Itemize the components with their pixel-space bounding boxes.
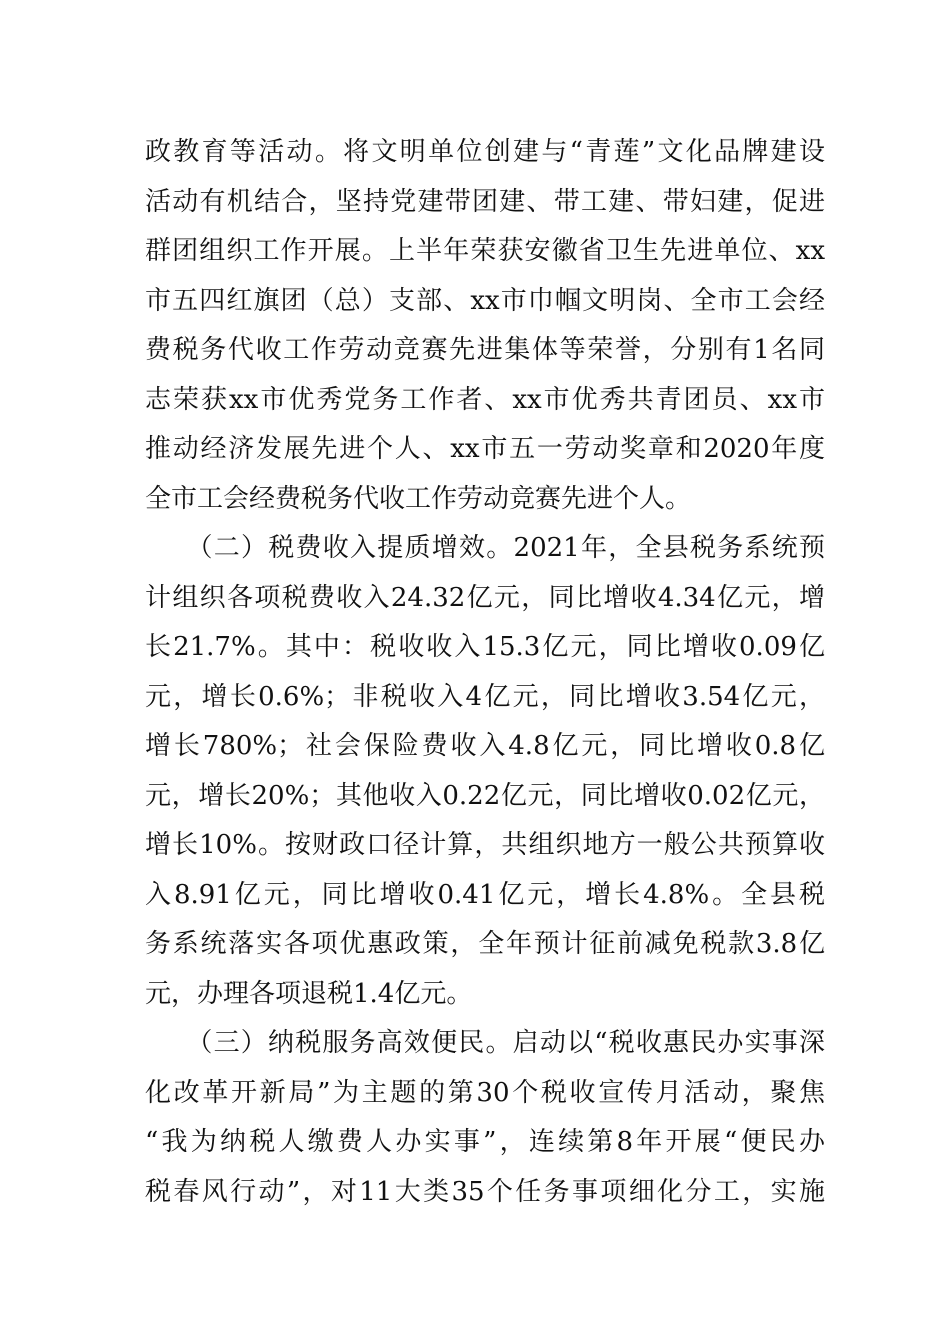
- text-line-9: （二）税费收入提质增效。2021年，全县税务系统预: [145, 533, 825, 563]
- text-line-8: 全市工会经费税务代收工作劳动竞赛先进个人。: [145, 483, 692, 514]
- text-line-22: 税春风行动”，对11大类35个任务事项细化分工，实施: [145, 1176, 825, 1207]
- text-line-11: 长21.7%。其中：税收收入15.3亿元，同比增收0.09亿: [145, 632, 825, 662]
- text-line-18: 元，办理各项退税1.4亿元。: [145, 978, 473, 1009]
- text-line-2: 活动有机结合，坚持党建带团建、带工建、带妇建，促进: [145, 186, 825, 217]
- text-line-14: 元，增长20%；其他收入0.22亿元，同比增收0.02亿元，: [145, 780, 825, 811]
- text-line-16: 入8.91亿元，同比增收0.41亿元，增长4.8%。全县税: [145, 879, 825, 910]
- text-line-17: 务系统落实各项优惠政策，全年预计征前减免税款3.8亿: [145, 929, 825, 959]
- text-line-21: “我为纳税人缴费人办实事”，连续第8年开展“便民办: [145, 1127, 825, 1157]
- text-line-6: 志荣获xx市优秀党务工作者、xx市优秀共青团员、xx市: [145, 384, 825, 415]
- text-line-20: 化改革开新局”为主题的第30个税收宣传月活动，聚焦: [145, 1077, 825, 1108]
- text-line-4: 市五四红旗团（总）支部、xx市巾帼文明岗、全市工会经: [145, 285, 825, 316]
- text-line-7: 推动经济发展先进个人、xx市五一劳动奖章和2020年度: [145, 434, 825, 464]
- text-line-10: 计组织各项税费收入24.32亿元，同比增收4.34亿元，增: [145, 582, 825, 613]
- text-line-1: 政教育等活动。将文明单位创建与“青莲”文化品牌建设: [145, 137, 825, 167]
- text-line-13: 增长780%；社会保险费收入4.8亿元，同比增收0.8亿: [145, 731, 825, 761]
- body-text: [145, 128, 825, 1217]
- text-line-12: 元，增长0.6%；非税收入4亿元，同比增收3.54亿元，: [145, 681, 825, 712]
- text-line-19: （三）纳税服务高效便民。启动以“税收惠民办实事深: [145, 1028, 825, 1058]
- text-line-5: 费税务代收工作劳动竞赛先进集体等荣誉，分别有1名同: [145, 335, 825, 365]
- text-line-15: 增长10%。按财政口径计算，共组织地方一般公共预算收: [145, 830, 825, 860]
- text-line-3: 群团组织工作开展。上半年荣获安徽省卫生先进单位、xx: [145, 236, 825, 266]
